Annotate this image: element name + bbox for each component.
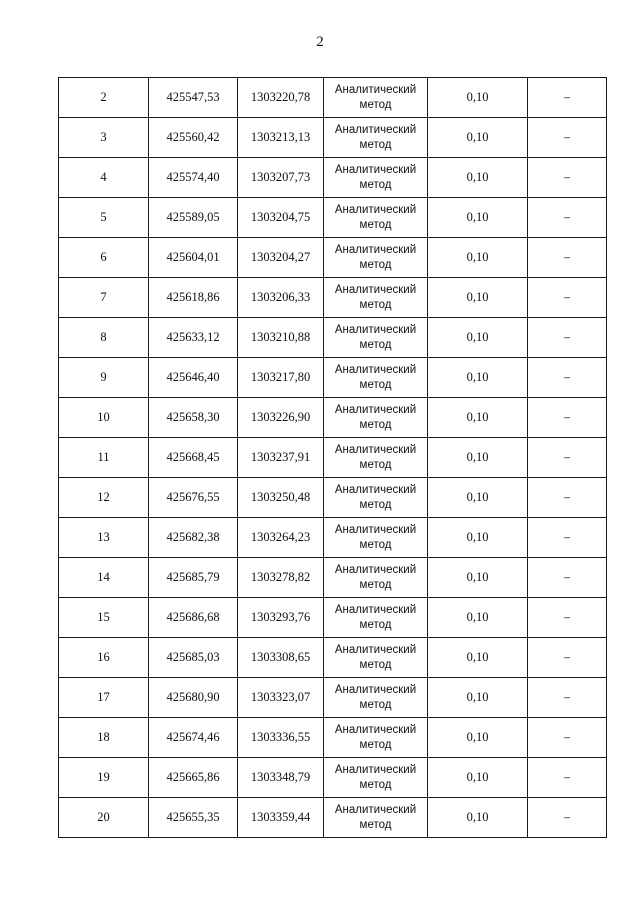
x-coordinate-cell: 425680,90 <box>149 678 238 718</box>
x-coordinate-cell: 425685,03 <box>149 638 238 678</box>
point-number-cell: 12 <box>59 478 149 518</box>
method-cell <box>324 798 428 838</box>
method-line-1: Аналитический <box>334 243 417 256</box>
point-number-cell: 11 <box>59 438 149 478</box>
method-line-2: метод <box>359 778 392 791</box>
accuracy-cell: 0,10 <box>428 518 528 558</box>
note-cell: – <box>528 318 607 358</box>
note-cell: – <box>528 158 607 198</box>
point-number-cell: 15 <box>59 598 149 638</box>
method-line-1: Аналитический <box>334 563 417 576</box>
note-cell: – <box>528 758 607 798</box>
method-line-1: Аналитический <box>334 483 417 496</box>
y-coordinate-cell: 1303204,27 <box>238 238 324 278</box>
accuracy-cell: 0,10 <box>428 638 528 678</box>
point-number-cell: 20 <box>59 798 149 838</box>
method-cell <box>324 718 428 758</box>
coordinates-table <box>58 77 607 838</box>
y-coordinate-cell: 1303250,48 <box>238 478 324 518</box>
method-line-2: метод <box>359 178 392 191</box>
table-row <box>59 478 607 518</box>
accuracy-cell: 0,10 <box>428 158 528 198</box>
method-line-2: метод <box>359 258 392 271</box>
table-row <box>59 678 607 718</box>
note-cell: – <box>528 558 607 598</box>
x-coordinate-cell: 425633,12 <box>149 318 238 358</box>
x-coordinate-cell: 425589,05 <box>149 198 238 238</box>
y-coordinate-cell: 1303293,76 <box>238 598 324 638</box>
method-cell <box>324 118 428 158</box>
method-cell <box>324 198 428 238</box>
y-coordinate-cell: 1303220,78 <box>238 78 324 118</box>
method-line-2: метод <box>359 98 392 111</box>
accuracy-cell: 0,10 <box>428 758 528 798</box>
point-number-cell: 16 <box>59 638 149 678</box>
method-line-2: метод <box>359 298 392 311</box>
method-line-1: Аналитический <box>334 723 417 736</box>
note-cell: – <box>528 598 607 638</box>
table-row <box>59 518 607 558</box>
note-cell: – <box>528 278 607 318</box>
note-cell: – <box>528 438 607 478</box>
method-line-1: Аналитический <box>334 643 417 656</box>
y-coordinate-cell: 1303207,73 <box>238 158 324 198</box>
method-line-2: метод <box>359 138 392 151</box>
accuracy-cell: 0,10 <box>428 398 528 438</box>
method-line-1: Аналитический <box>334 403 417 416</box>
page-number: 2 <box>316 34 324 50</box>
method-line-1: Аналитический <box>334 363 417 376</box>
y-coordinate-cell: 1303206,33 <box>238 278 324 318</box>
method-line-1: Аналитический <box>334 603 417 616</box>
point-number-cell: 6 <box>59 238 149 278</box>
method-line-2: метод <box>359 378 392 391</box>
x-coordinate-cell: 425685,79 <box>149 558 238 598</box>
table-row <box>59 118 607 158</box>
note-cell: – <box>528 198 607 238</box>
y-coordinate-cell: 1303226,90 <box>238 398 324 438</box>
method-line-1: Аналитический <box>334 523 417 536</box>
method-cell <box>324 158 428 198</box>
method-line-1: Аналитический <box>334 443 417 456</box>
point-number-cell: 4 <box>59 158 149 198</box>
method-line-2: метод <box>359 738 392 751</box>
accuracy-cell: 0,10 <box>428 78 528 118</box>
method-line-2: метод <box>359 818 392 831</box>
accuracy-cell: 0,10 <box>428 718 528 758</box>
note-cell: – <box>528 478 607 518</box>
method-cell <box>324 438 428 478</box>
method-line-1: Аналитический <box>334 163 417 176</box>
point-number-cell: 13 <box>59 518 149 558</box>
table-row <box>59 78 607 118</box>
y-coordinate-cell: 1303210,88 <box>238 318 324 358</box>
method-line-2: метод <box>359 578 392 591</box>
note-cell: – <box>528 718 607 758</box>
x-coordinate-cell: 425682,38 <box>149 518 238 558</box>
method-line-1: Аналитический <box>334 83 417 96</box>
note-cell: – <box>528 638 607 678</box>
table-row <box>59 758 607 798</box>
x-coordinate-cell: 425658,30 <box>149 398 238 438</box>
table-row <box>59 358 607 398</box>
table-row <box>59 198 607 238</box>
method-line-2: метод <box>359 698 392 711</box>
note-cell: – <box>528 238 607 278</box>
y-coordinate-cell: 1303359,44 <box>238 798 324 838</box>
y-coordinate-cell: 1303348,79 <box>238 758 324 798</box>
point-number-cell: 8 <box>59 318 149 358</box>
point-number-cell: 18 <box>59 718 149 758</box>
table-row <box>59 398 607 438</box>
method-cell <box>324 278 428 318</box>
point-number-cell: 3 <box>59 118 149 158</box>
accuracy-cell: 0,10 <box>428 798 528 838</box>
method-line-1: Аналитический <box>334 283 417 296</box>
note-cell: – <box>528 118 607 158</box>
method-cell <box>324 678 428 718</box>
point-number-cell: 2 <box>59 78 149 118</box>
method-line-2: метод <box>359 538 392 551</box>
y-coordinate-cell: 1303336,55 <box>238 718 324 758</box>
x-coordinate-cell: 425665,86 <box>149 758 238 798</box>
x-coordinate-cell: 425668,45 <box>149 438 238 478</box>
x-coordinate-cell: 425674,46 <box>149 718 238 758</box>
method-cell <box>324 318 428 358</box>
table-row <box>59 558 607 598</box>
point-number-cell: 14 <box>59 558 149 598</box>
table-row <box>59 638 607 678</box>
x-coordinate-cell: 425676,55 <box>149 478 238 518</box>
x-coordinate-cell: 425560,42 <box>149 118 238 158</box>
method-line-2: метод <box>359 418 392 431</box>
method-cell <box>324 358 428 398</box>
accuracy-cell: 0,10 <box>428 558 528 598</box>
table-row <box>59 718 607 758</box>
note-cell: – <box>528 358 607 398</box>
method-line-2: метод <box>359 658 392 671</box>
note-cell: – <box>528 78 607 118</box>
method-line-1: Аналитический <box>334 203 417 216</box>
accuracy-cell: 0,10 <box>428 438 528 478</box>
method-line-2: метод <box>359 458 392 471</box>
y-coordinate-cell: 1303204,75 <box>238 198 324 238</box>
accuracy-cell: 0,10 <box>428 318 528 358</box>
x-coordinate-cell: 425547,53 <box>149 78 238 118</box>
method-cell <box>324 478 428 518</box>
y-coordinate-cell: 1303264,23 <box>238 518 324 558</box>
table-row <box>59 318 607 358</box>
note-cell: – <box>528 518 607 558</box>
table-row <box>59 438 607 478</box>
note-cell: – <box>528 678 607 718</box>
x-coordinate-cell: 425604,01 <box>149 238 238 278</box>
method-cell <box>324 598 428 638</box>
method-cell <box>324 758 428 798</box>
y-coordinate-cell: 1303308,65 <box>238 638 324 678</box>
method-cell <box>324 638 428 678</box>
accuracy-cell: 0,10 <box>428 598 528 638</box>
table-row <box>59 278 607 318</box>
x-coordinate-cell: 425574,40 <box>149 158 238 198</box>
method-cell <box>324 558 428 598</box>
point-number-cell: 5 <box>59 198 149 238</box>
method-line-2: метод <box>359 618 392 631</box>
method-line-1: Аналитический <box>334 803 417 816</box>
note-cell: – <box>528 398 607 438</box>
x-coordinate-cell: 425655,35 <box>149 798 238 838</box>
accuracy-cell: 0,10 <box>428 278 528 318</box>
point-number-cell: 9 <box>59 358 149 398</box>
method-line-1: Аналитический <box>334 683 417 696</box>
accuracy-cell: 0,10 <box>428 678 528 718</box>
method-cell <box>324 238 428 278</box>
point-number-cell: 7 <box>59 278 149 318</box>
accuracy-cell: 0,10 <box>428 198 528 238</box>
table-body <box>59 78 607 838</box>
x-coordinate-cell: 425618,86 <box>149 278 238 318</box>
y-coordinate-cell: 1303217,80 <box>238 358 324 398</box>
method-cell <box>324 78 428 118</box>
table-row <box>59 238 607 278</box>
accuracy-cell: 0,10 <box>428 358 528 398</box>
table-row <box>59 798 607 838</box>
method-line-1: Аналитический <box>334 323 417 336</box>
note-cell: – <box>528 798 607 838</box>
method-line-2: метод <box>359 338 392 351</box>
method-line-2: метод <box>359 498 392 511</box>
accuracy-cell: 0,10 <box>428 478 528 518</box>
method-line-1: Аналитический <box>334 123 417 136</box>
accuracy-cell: 0,10 <box>428 118 528 158</box>
x-coordinate-cell: 425686,68 <box>149 598 238 638</box>
method-line-1: Аналитический <box>334 763 417 776</box>
x-coordinate-cell: 425646,40 <box>149 358 238 398</box>
method-cell <box>324 398 428 438</box>
table-row <box>59 598 607 638</box>
point-number-cell: 10 <box>59 398 149 438</box>
method-cell <box>324 518 428 558</box>
y-coordinate-cell: 1303237,91 <box>238 438 324 478</box>
y-coordinate-cell: 1303278,82 <box>238 558 324 598</box>
y-coordinate-cell: 1303323,07 <box>238 678 324 718</box>
table-row <box>59 158 607 198</box>
point-number-cell: 19 <box>59 758 149 798</box>
accuracy-cell: 0,10 <box>428 238 528 278</box>
point-number-cell: 17 <box>59 678 149 718</box>
y-coordinate-cell: 1303213,13 <box>238 118 324 158</box>
method-line-2: метод <box>359 218 392 231</box>
